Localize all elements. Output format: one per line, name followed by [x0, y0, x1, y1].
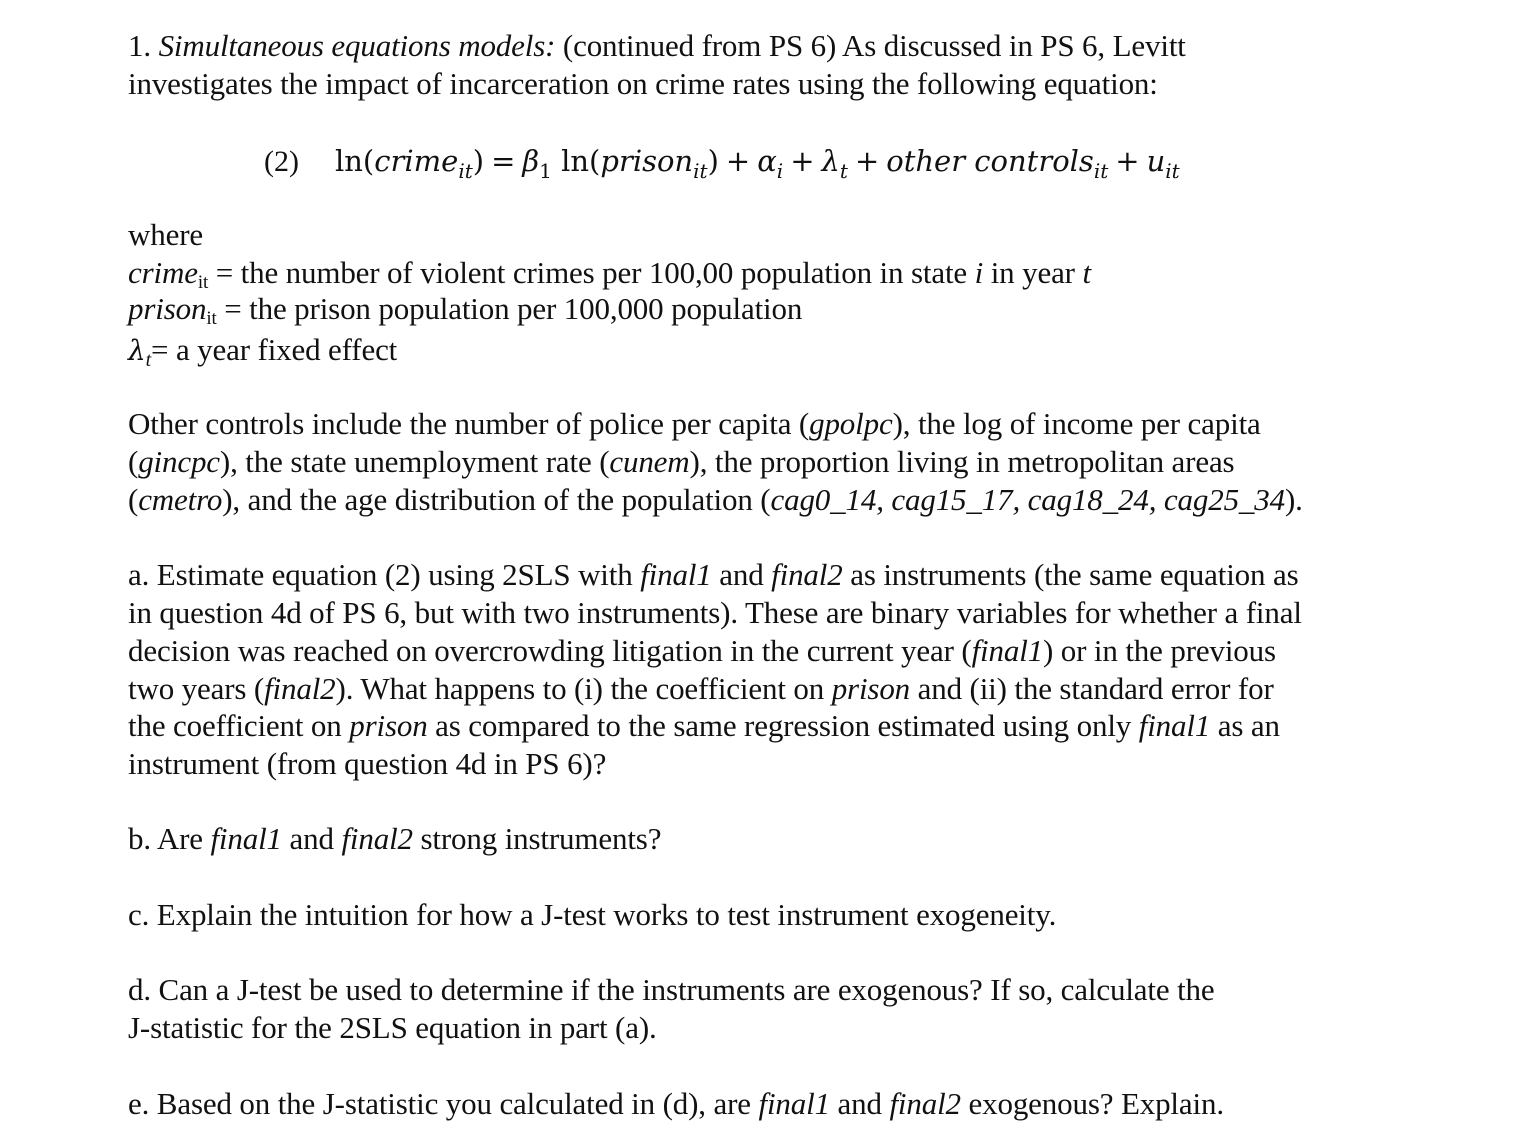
var-final1: final1 [640, 557, 712, 592]
part-a-text: ). What happens to (i) the coefficient on [335, 671, 832, 706]
def-crime-i: i [974, 255, 984, 290]
part-a-line-1 [128, 556, 1299, 594]
eq-lambda: λ [821, 144, 840, 178]
controls-line-2 [128, 443, 1234, 481]
part-a-text: ) or in the previous [1043, 633, 1276, 668]
var-final2: final2 [889, 1086, 961, 1121]
definition-lambda [128, 331, 397, 379]
var-final2: final2 [771, 557, 843, 592]
part-e-text: e. Based on the J-statistic you calculated in (d), are [128, 1086, 759, 1121]
part-b [128, 820, 661, 858]
var-prison: prison [349, 708, 428, 743]
def-lambda-term: λ [128, 334, 146, 367]
eq-crime-sub: it [458, 159, 473, 183]
eq-equals: = [491, 144, 516, 178]
part-d-line-1: d. Can a J-test be used to determine if the instruments are exogenous? If so, calculate the [128, 972, 1215, 1007]
controls-line-3 [128, 481, 1303, 519]
controls-text: ), the proportion living in metropolitan areas [689, 444, 1235, 479]
question-number: 1. [128, 28, 151, 63]
eq-crime-var: crime [374, 144, 459, 178]
controls-text: ), the log of income per capita [892, 406, 1261, 441]
controls-line-1 [128, 405, 1261, 443]
part-a-text: as an [1210, 708, 1280, 743]
eq-beta-sub: 1 [539, 159, 552, 183]
var-age-groups: cag0_14, cag15_17, cag18_24, cag25_34 [770, 482, 1285, 517]
part-a-text: the coefficient on [128, 708, 350, 743]
part-a-line-6: instrument (from question 4d in PS 6)? [128, 746, 607, 781]
controls-text: Other controls include the number of police per capita ( [128, 406, 810, 441]
controls-text: ), the state unemployment rate ( [219, 444, 610, 479]
eq-u: u [1146, 144, 1166, 178]
var-final2: final2 [341, 821, 413, 856]
eq-ln: ln( [561, 144, 601, 178]
part-a-line-2: in question 4d of PS 6, but with two instruments). These are binary variables for whether a final [128, 595, 1302, 630]
controls-text: ), and the age distribution of the population ( [222, 482, 771, 517]
part-a-line-3 [128, 632, 1276, 670]
part-d-line-2: J-statistic for the 2SLS equation in part (a). [128, 1010, 657, 1045]
part-e-text: exogenous? Explain. [960, 1086, 1224, 1121]
var-gpolpc: gpolpc [809, 406, 893, 441]
part-a-text: decision was reached on overcrowding litigation in the current year ( [128, 633, 972, 668]
part-a-text: two years ( [128, 671, 265, 706]
equation-2 [264, 140, 1180, 192]
var-gincpc: gincpc [138, 444, 220, 479]
eq-plus-1: + [725, 144, 751, 178]
var-final1: final1 [758, 1086, 830, 1121]
eq-close-2: ) [707, 144, 719, 178]
def-lambda-sub: t [145, 349, 152, 371]
controls-text: ( [128, 482, 139, 517]
controls-text: ( [128, 444, 139, 479]
eq-plus-4: + [1115, 144, 1140, 178]
def-lambda-text: = a year fixed effect [151, 332, 398, 367]
var-final1: final1 [1138, 708, 1211, 743]
question-intro-line-2: investigates the impact of incarceration on crime rates using the following equation: [128, 66, 1158, 101]
part-a-text: a. Estimate equation (2) using 2SLS with [128, 557, 641, 592]
question-intro-line-1 [128, 27, 1186, 65]
part-c: c. Explain the intuition for how a J-test works to test instrument exogeneity. [128, 897, 1057, 932]
eq-alpha-sub: i [776, 159, 784, 183]
def-prison-sub: it [206, 308, 217, 329]
eq-controls-sub: it [1093, 159, 1109, 183]
part-a-line-4 [128, 670, 1274, 708]
eq-controls: other controls [886, 144, 1094, 178]
part-e [128, 1085, 1224, 1123]
eq-prison-var: prison [600, 144, 694, 178]
def-crime-in-year: in year [983, 255, 1083, 290]
var-final1: final1 [210, 821, 282, 856]
part-a-text: as instruments (the same equation as [842, 557, 1299, 592]
part-a-line-5 [128, 707, 1280, 745]
part-b-text: strong instruments? [412, 821, 662, 856]
part-b-text: and [281, 821, 342, 856]
var-prison: prison [831, 671, 911, 706]
def-crime-text: = the number of violent crimes per 100,00 population in state [208, 255, 975, 290]
def-prison-term: prison [128, 291, 207, 326]
var-final1: final1 [971, 633, 1044, 668]
eq-plus-3: + [854, 144, 880, 178]
eq-prison-sub: it [693, 159, 708, 183]
question-title: Simultaneous equations models: [158, 28, 556, 63]
eq-u-sub: it [1165, 159, 1180, 183]
var-final2: final2 [264, 671, 336, 706]
var-cmetro: cmetro [138, 482, 223, 517]
eq-alpha: α [757, 144, 777, 178]
eq-lhs-fn: ln( [334, 144, 375, 178]
question-intro-text: (continued from PS 6) As discussed in PS 6, Levitt [562, 28, 1186, 63]
part-a-text: and [711, 557, 772, 592]
eq-beta: β [522, 144, 540, 178]
part-a-text: and (ii) the standard error for [910, 671, 1274, 706]
eq-close-1: ) [472, 144, 485, 178]
controls-text: ). [1284, 482, 1303, 517]
var-cunem: cunem [609, 444, 690, 479]
equation-label: (2) [264, 145, 299, 178]
def-prison-text: = the prison population per 100,000 population [216, 291, 803, 326]
def-crime-term: crime [128, 255, 198, 290]
part-e-text: and [829, 1086, 890, 1121]
part-a-text: as compared to the same regression estimated using only [427, 708, 1139, 743]
definitions-where: where [128, 217, 203, 252]
eq-plus-2: + [790, 144, 815, 178]
eq-lambda-sub: t [839, 159, 848, 183]
def-crime-t: t [1082, 255, 1091, 290]
part-b-text: b. Are [128, 821, 211, 856]
def-crime-sub: it [197, 272, 209, 293]
